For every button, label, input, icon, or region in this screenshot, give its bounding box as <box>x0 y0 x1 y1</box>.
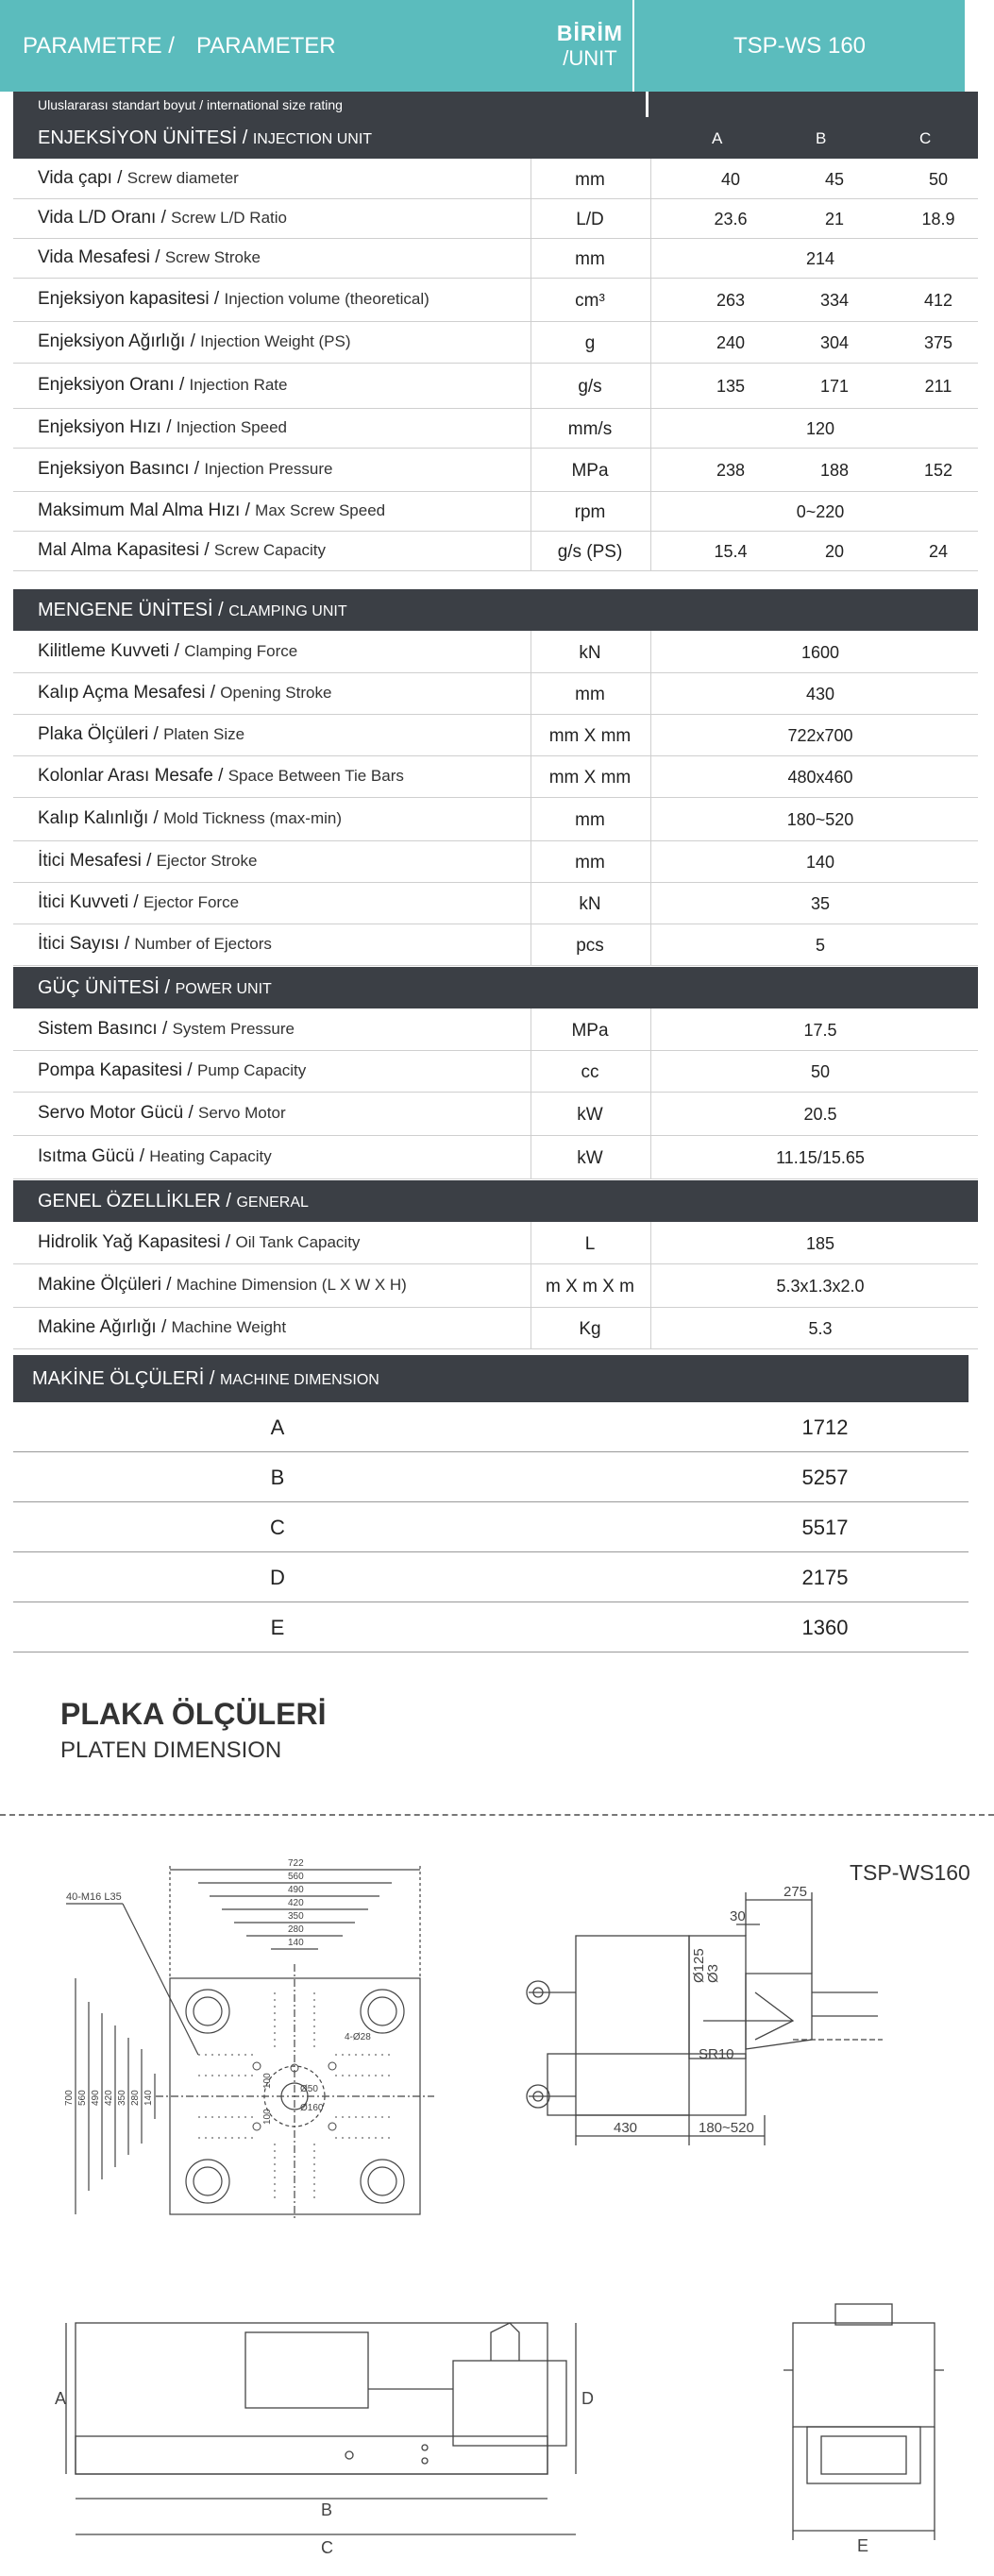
platen-model-label: TSP-WS160 <box>850 1860 970 1885</box>
side-dim-label: 180~520 <box>699 2120 754 2136</box>
machine-dimension-row <box>13 1452 969 1502</box>
spec-name-tr: Kalıp Açma Mesafesi <box>38 683 206 703</box>
spec-value: 5 <box>815 936 825 955</box>
spec-row <box>13 672 978 715</box>
spec-value-c: 152 <box>923 461 953 480</box>
spec-value-c: 211 <box>924 377 952 396</box>
center-label: 100 <box>262 2109 273 2125</box>
spec-name: İtici Kuvveti / Ejector Force <box>38 892 240 912</box>
spec-name: Vida çapı / Screw diameter <box>38 168 239 188</box>
platen-side-drawing <box>510 1879 916 2210</box>
spec-name-tr: İtici Kuvveti <box>38 892 129 912</box>
dim-top-label: 420 <box>288 1898 304 1908</box>
dim-top-label: 490 <box>288 1885 304 1895</box>
power-section-header: GÜÇ ÜNİTESİ / POWER UNIT <box>13 967 978 1008</box>
spec-row <box>13 1008 978 1051</box>
dashed-divider <box>0 1814 994 1816</box>
spec-name-en: Platen Size <box>163 725 245 743</box>
spec-name: Enjeksiyon Basıncı / Injection Pressure <box>38 459 333 479</box>
spec-value-b: 171 <box>819 377 850 396</box>
spec-row <box>13 198 978 239</box>
spec-name-tr: Pompa Kapasitesi <box>38 1060 183 1080</box>
section-title-en: POWER UNIT <box>175 981 272 997</box>
spec-name-en: Space Between Tie Bars <box>227 767 404 785</box>
spec-row <box>13 1307 978 1349</box>
spec-value: 35 <box>810 894 831 913</box>
spec-unit: mm X mm <box>548 768 632 788</box>
unit-header <box>538 0 642 92</box>
spec-unit: rpm <box>574 502 606 522</box>
side-dim-label: Ø125 <box>691 1948 707 1983</box>
spec-row <box>13 408 978 449</box>
spec-value-a: 40 <box>720 170 741 189</box>
spec-unit: mm <box>575 170 605 190</box>
spec-unit: g <box>584 333 596 353</box>
side-dim-label: 275 <box>783 1884 808 1900</box>
machine-letter: E <box>857 2536 869 2555</box>
tie-bar-hole <box>361 2160 404 2203</box>
spec-name-tr: Vida çapı <box>38 168 112 188</box>
spec-row <box>13 1092 978 1136</box>
side-dim-label: 430 <box>614 2120 638 2136</box>
spec-name-tr: Kilitleme Kuvveti <box>38 641 170 661</box>
spec-value: 120 <box>805 419 835 438</box>
machine-dimension-row <box>13 1502 969 1552</box>
spec-value-c: 50 <box>928 170 949 189</box>
spec-row <box>13 531 978 571</box>
spec-value: 11.15/15.65 <box>776 1148 865 1167</box>
machine-letter: C <box>321 2538 333 2557</box>
spec-unit: mm <box>575 853 605 873</box>
side-dim-label: 30 <box>730 1908 746 1924</box>
spec-name: Enjeksiyon kapasitesi / Injection volume (theoretical) <box>38 289 430 309</box>
dim-left-label: 490 <box>91 2090 101 2106</box>
spec-row <box>13 1050 978 1093</box>
tie-bar-hole <box>361 1990 404 2033</box>
spec-name-tr: Isıtma Gücü <box>38 1146 135 1166</box>
spec-unit: m X m X m <box>546 1277 634 1296</box>
section-title-tr: ENJEKSİYON ÜNİTESİ <box>38 127 238 148</box>
spec-value-c: 412 <box>923 291 953 310</box>
spec-unit: g/s (PS) <box>557 542 623 562</box>
center-label: Ø50 <box>300 2084 318 2094</box>
spec-name-en: Injection Speed <box>176 418 287 436</box>
tie-bar-hole <box>186 2160 229 2203</box>
spec-row <box>13 1222 978 1264</box>
section-title-tr: GENEL ÖZELLİKLER <box>38 1191 221 1212</box>
machine-letter: D <box>581 2389 594 2408</box>
spec-row <box>13 321 978 364</box>
machine-letter: A <box>55 2389 67 2408</box>
spec-name-en: Screw Capacity <box>213 541 327 559</box>
spec-name: Hidrolik Yağ Kapasitesi / Oil Tank Capacity <box>38 1232 361 1252</box>
dimension-key: B <box>270 1466 285 1489</box>
spec-name-tr: Makine Ağırlığı <box>38 1317 157 1337</box>
section-title-en: GENERAL <box>236 1195 309 1211</box>
spec-unit: MPa <box>571 461 609 481</box>
spec-name-tr: Enjeksiyon Ağırlığı <box>38 331 186 351</box>
param-tr-label: PARAMETRE / <box>23 32 175 59</box>
spec-unit: kN <box>579 643 601 663</box>
dim-top-label: 280 <box>288 1924 304 1935</box>
spec-name-en: Mold Tickness (max-min) <box>163 809 343 827</box>
spec-value-a: 135 <box>716 377 746 396</box>
spec-name: İtici Sayısı / Number of Ejectors <box>38 934 272 954</box>
section-title-en: INJECTION UNIT <box>252 131 373 147</box>
column-header-c: C <box>919 129 932 147</box>
spec-name: Makine Ağırlığı / Machine Weight <box>38 1317 287 1337</box>
spec-name-tr: İtici Mesafesi <box>38 851 142 871</box>
spec-unit: pcs <box>576 936 604 956</box>
spec-unit: kW <box>577 1148 603 1168</box>
dim-left-label: 560 <box>77 2090 88 2106</box>
spec-name-tr: Hidrolik Yağ Kapasitesi <box>38 1232 221 1252</box>
platen-front-drawing <box>57 1851 453 2229</box>
spec-name-en: Opening Stroke <box>220 684 332 702</box>
center-label: Ø160 <box>300 2103 324 2113</box>
spec-row <box>13 491 978 532</box>
spec-value: 20.5 <box>803 1105 837 1124</box>
spec-row <box>13 159 978 199</box>
spec-value-a: 240 <box>716 333 746 352</box>
spec-unit: L <box>584 1234 596 1254</box>
tie-bar-hole <box>186 1990 229 2033</box>
spec-value-b: 20 <box>824 542 845 561</box>
spec-value: 0~220 <box>796 502 845 521</box>
spec-name-en: Injection Rate <box>189 376 288 394</box>
spec-name: Enjeksiyon Ağırlığı / Injection Weight (PS) <box>38 331 351 351</box>
machine-dimension-row <box>13 1552 969 1602</box>
spec-name-en: Injection Weight (PS) <box>200 332 351 350</box>
hole-label: 40-M16 L35 <box>66 1891 122 1903</box>
spec-value: 1600 <box>800 643 840 662</box>
model-name: TSP-WS 160 <box>733 32 867 59</box>
unit-tr-label: BİRİM <box>556 21 624 45</box>
spec-name-en: Machine Weight <box>171 1318 287 1336</box>
spec-unit: mm <box>575 685 605 704</box>
spec-name-en: Clamping Force <box>184 642 298 660</box>
spec-row <box>13 797 978 841</box>
dim-top-label: 722 <box>288 1858 304 1869</box>
md-en: MACHINE DIMENSION <box>219 1372 379 1388</box>
intl-rating-text: Uluslararası standart boyut / international size rating <box>38 97 343 112</box>
spec-value-a: 263 <box>716 291 746 310</box>
center-label: 100 <box>262 2073 273 2089</box>
column-header-b: B <box>816 129 827 147</box>
spec-name: Pompa Kapasitesi / Pump Capacity <box>38 1060 307 1080</box>
spec-value: 17.5 <box>803 1021 837 1040</box>
spec-name: Maksimum Mal Alma Hızı / Max Screw Speed <box>38 500 386 520</box>
dimension-value: 1360 <box>801 1616 849 1639</box>
spec-name-en: Screw Stroke <box>164 248 261 266</box>
dimension-value: 5517 <box>801 1516 849 1539</box>
spec-value: 50 <box>810 1062 831 1081</box>
spec-name-tr: Makine Ölçüleri <box>38 1275 161 1295</box>
spec-row <box>13 631 978 673</box>
spec-row <box>13 1135 978 1179</box>
spec-name-en: System Pressure <box>172 1020 295 1038</box>
param-en-label: PARAMETER <box>196 32 336 59</box>
spec-value: 722x700 <box>787 726 853 745</box>
spec-name: Kilitleme Kuvveti / Clamping Force <box>38 641 298 661</box>
spec-name-en: Servo Motor <box>198 1104 286 1122</box>
spec-value: 430 <box>805 685 835 703</box>
spec-name: Makine Ölçüleri / Machine Dimension (L X W X H) <box>38 1275 407 1295</box>
dimension-key: C <box>270 1516 285 1539</box>
dim-top-label: 560 <box>288 1872 304 1882</box>
spec-name-en: Injection Pressure <box>204 460 333 478</box>
spec-unit: kN <box>579 894 601 914</box>
spec-name-tr: Sistem Basıncı <box>38 1019 158 1039</box>
spec-name-tr: Kalıp Kalınlığı <box>38 808 149 828</box>
spec-name-en: Ejector Stroke <box>156 852 258 870</box>
spec-name: Kalıp Kalınlığı / Mold Tickness (max-min) <box>38 808 343 828</box>
spec-unit: Kg <box>579 1319 601 1339</box>
spec-name-en: Injection volume (theoretical) <box>224 290 430 308</box>
spec-row <box>13 238 978 279</box>
dim-left-label: 140 <box>143 2090 154 2106</box>
platen-subtitle: PLATEN DIMENSION <box>60 1737 282 1763</box>
spec-name-en: Machine Dimension (L X W X H) <box>176 1276 407 1294</box>
spec-value-c: 375 <box>923 333 953 352</box>
spec-value-a: 238 <box>716 461 746 480</box>
spec-name: Plaka Ölçüleri / Platen Size <box>38 724 245 744</box>
spec-name-tr: Maksimum Mal Alma Hızı <box>38 500 241 520</box>
hole-label-leader <box>123 1904 198 2055</box>
dim-top-label: 140 <box>288 1938 304 1948</box>
dim-left-label: 700 <box>64 2090 75 2106</box>
spec-name-en: Max Screw Speed <box>255 501 386 519</box>
spec-name: Servo Motor Gücü / Servo Motor <box>38 1103 286 1123</box>
column-header-a: A <box>712 129 723 147</box>
spec-name-en: Number of Ejectors <box>134 935 272 953</box>
machine-dimension-row <box>13 1602 969 1652</box>
spec-row <box>13 1263 978 1308</box>
spec-name-en: Oil Tank Capacity <box>235 1233 361 1251</box>
spec-name: Vida Mesafesi / Screw Stroke <box>38 247 261 267</box>
spec-name: Kalıp Açma Mesafesi / Opening Stroke <box>38 683 332 703</box>
spec-name: Isıtma Gücü / Heating Capacity <box>38 1146 272 1166</box>
spec-unit: mm/s <box>567 419 613 439</box>
machine-dimension-row <box>13 1402 969 1452</box>
dim-left-label: 420 <box>104 2090 114 2106</box>
section-title-en: CLAMPING UNIT <box>228 603 347 619</box>
dim-left-label: 350 <box>117 2090 127 2106</box>
section-title-tr: MENGENE ÜNİTESİ <box>38 600 213 620</box>
side-dim-label: SR10 <box>699 2046 734 2062</box>
spec-value: 5.3x1.3x2.0 <box>776 1277 865 1296</box>
spec-name-en: Screw L/D Ratio <box>171 209 287 227</box>
dimension-key: A <box>270 1415 285 1439</box>
spec-name-tr: Servo Motor Gücü <box>38 1103 184 1123</box>
spec-value: 480x460 <box>787 768 853 787</box>
dimension-key: D <box>270 1566 285 1589</box>
dimension-value: 5257 <box>801 1466 849 1489</box>
spec-unit: g/s <box>578 377 602 397</box>
spec-row <box>13 882 978 924</box>
spec-value-a: 15.4 <box>714 542 748 561</box>
spec-name-tr: İtici Sayısı <box>38 934 120 954</box>
spec-unit: mm <box>575 249 605 269</box>
spec-row <box>13 714 978 756</box>
spec-name: Vida L/D Oranı / Screw L/D Ratio <box>38 208 287 228</box>
spec-name: İtici Mesafesi / Ejector Stroke <box>38 851 258 871</box>
spec-row <box>13 363 978 409</box>
spec-row <box>13 278 978 322</box>
clamping-section-header: MENGENE ÜNİTESİ / CLAMPING UNIT <box>13 589 978 631</box>
spec-row <box>13 840 978 883</box>
spec-name-en: Ejector Force <box>143 893 240 911</box>
spec-table-header <box>0 0 965 92</box>
spec-name-tr: Enjeksiyon Basıncı <box>38 459 190 479</box>
hole-label-2: 4-Ø28 <box>345 2032 371 2042</box>
spec-name-tr: Kolonlar Arası Mesafe <box>38 766 213 786</box>
spec-name-tr: Plaka Ölçüleri <box>38 724 149 744</box>
spec-value: 214 <box>805 249 835 268</box>
spec-value-b: 304 <box>819 333 850 352</box>
spec-name: Enjeksiyon Hızı / Injection Speed <box>38 417 287 437</box>
spec-unit: MPa <box>571 1021 609 1041</box>
spec-name: Kolonlar Arası Mesafe / Space Between Tie Bars <box>38 766 404 786</box>
spec-unit: cc <box>581 1062 599 1082</box>
spec-value-b: 188 <box>819 461 850 480</box>
spec-unit: L/D <box>576 210 604 229</box>
spec-value-a: 23.6 <box>714 210 748 229</box>
spec-name-tr: Enjeksiyon kapasitesi <box>38 289 210 309</box>
md-tr: MAKİNE ÖLÇÜLERİ <box>32 1368 205 1389</box>
spec-name-tr: Mal Alma Kapasitesi <box>38 540 200 560</box>
machine-dimension-header: MAKİNE ÖLÇÜLERİ / MACHINE DIMENSION <box>13 1355 969 1402</box>
spec-unit: cm³ <box>575 291 605 311</box>
spec-name-en: Heating Capacity <box>149 1147 272 1165</box>
dim-left-label: 280 <box>130 2090 141 2106</box>
spec-row <box>13 755 978 798</box>
side-dim-label: Ø3 <box>705 1963 721 1983</box>
spec-name-tr: Vida Mesafesi <box>38 247 150 267</box>
spec-unit: mm X mm <box>548 726 632 746</box>
spec-value-b: 21 <box>824 210 845 229</box>
spec-name-tr: Vida L/D Oranı <box>38 208 157 228</box>
spec-unit: kW <box>577 1105 603 1125</box>
injection-section-header: ENJEKSİYON ÜNİTESİ / INJECTION UNIT A B C <box>13 117 978 159</box>
spec-value-c: 24 <box>928 542 949 561</box>
general-section-header: GENEL ÖZELLİKLER / GENERAL <box>13 1180 978 1222</box>
spec-name: Mal Alma Kapasitesi / Screw Capacity <box>38 540 327 560</box>
dimension-key: E <box>270 1616 285 1639</box>
spec-value: 185 <box>805 1234 835 1253</box>
spec-value: 180~520 <box>786 810 854 829</box>
spec-value-c: 18.9 <box>921 210 955 229</box>
spec-row <box>13 924 978 966</box>
spec-value-b: 45 <box>824 170 845 189</box>
spec-row <box>13 448 978 492</box>
machine-front-drawing <box>774 2285 963 2559</box>
platen-title: PLAKA ÖLÇÜLERİ <box>60 1697 327 1731</box>
intl-divider <box>646 92 649 117</box>
spec-name-tr: Enjeksiyon Hızı <box>38 417 161 437</box>
spec-name: Enjeksiyon Oranı / Injection Rate <box>38 375 288 395</box>
unit-en-label: /UNIT <box>563 46 617 70</box>
spec-value: 5.3 <box>808 1319 833 1338</box>
spec-name-en: Pump Capacity <box>197 1061 307 1079</box>
machine-side-drawing <box>47 2285 614 2568</box>
machine-letter: B <box>321 2500 333 2519</box>
intl-rating-bar <box>13 92 978 117</box>
spec-name-tr: Enjeksiyon Oranı <box>38 375 175 395</box>
dim-top-label: 350 <box>288 1911 304 1922</box>
spec-name-en: Screw diameter <box>126 169 239 187</box>
spec-unit: mm <box>575 810 605 830</box>
dimension-value: 1712 <box>801 1415 849 1439</box>
section-title-tr: GÜÇ ÜNİTESİ <box>38 977 160 998</box>
spec-name: Sistem Basıncı / System Pressure <box>38 1019 295 1039</box>
spec-value: 140 <box>805 853 835 872</box>
spec-value-b: 334 <box>819 291 850 310</box>
dimension-value: 2175 <box>801 1566 849 1589</box>
